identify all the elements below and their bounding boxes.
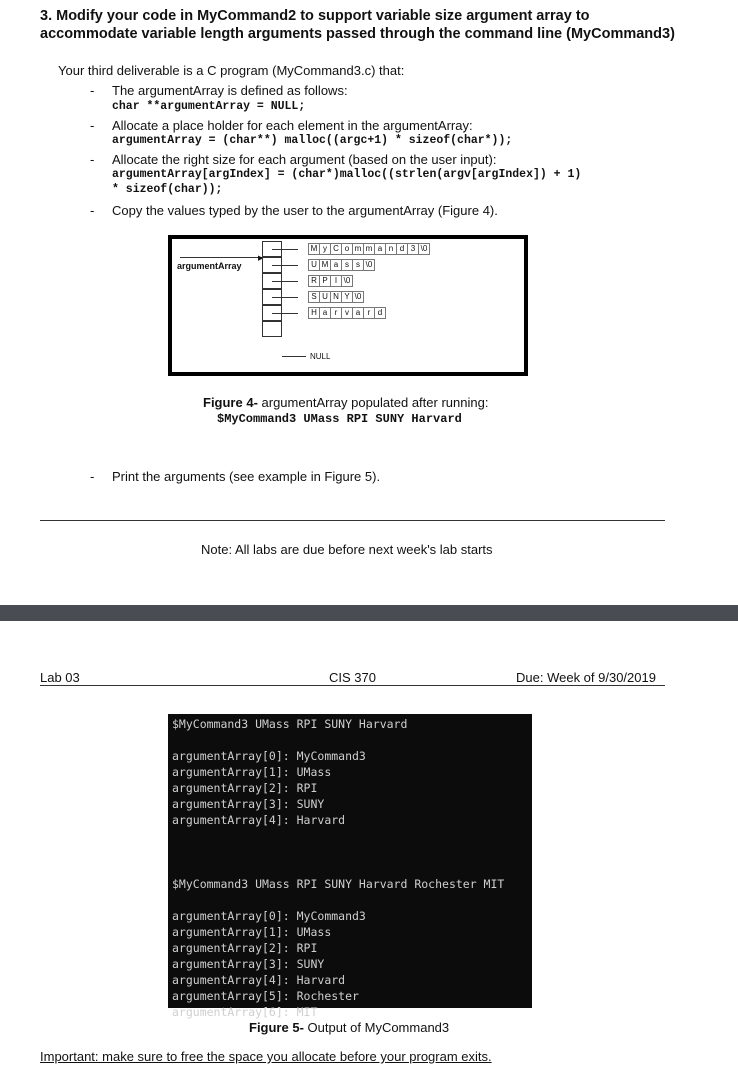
- footer-left: Lab 03: [40, 670, 80, 685]
- terminal-line: argumentArray[2]: RPI: [172, 941, 318, 955]
- footer-line: [40, 685, 665, 686]
- bullet-3-text: Allocate the right size for each argument (based on the user input):: [112, 152, 497, 167]
- terminal-line: argumentArray[6]: MIT: [172, 1005, 318, 1019]
- footer-center: CIS 370: [329, 670, 376, 685]
- bullet-dash: -: [90, 83, 95, 98]
- terminal-output: [168, 714, 532, 1019]
- terminal-block-1: [172, 716, 528, 828]
- char-cell: o: [341, 243, 353, 255]
- figure-5-text: Output of MyCommand3: [303, 1020, 450, 1035]
- terminal-line: argumentArray[1]: UMass: [172, 925, 332, 939]
- char-cell: \0: [418, 243, 430, 255]
- null-arrow: [282, 356, 306, 357]
- row-arrow: [272, 249, 298, 250]
- bullet-dash: -: [90, 152, 95, 167]
- char-cell: M: [319, 259, 331, 271]
- null-label: NULL: [310, 352, 331, 361]
- bullet-2-code: argumentArray = (char**) malloc((argc+1) * sizeof(char*));: [112, 134, 513, 147]
- terminal-line: argumentArray[4]: Harvard: [172, 813, 346, 827]
- char-cell: m: [363, 243, 375, 255]
- terminal-line: argumentArray[3]: SUNY: [172, 957, 325, 971]
- char-cell: a: [352, 307, 364, 319]
- array-arrow: [180, 257, 262, 258]
- page-break-band: [0, 605, 738, 621]
- char-cell: s: [341, 259, 353, 271]
- terminal-line: argumentArray[4]: Harvard: [172, 973, 346, 987]
- terminal-line: $MyCommand3 UMass RPI SUNY Harvard: [172, 717, 408, 731]
- char-cell: a: [319, 307, 331, 319]
- bullet-2-text: Allocate a place holder for each element in the argumentArray:: [112, 118, 473, 133]
- figure-5-caption: [249, 1020, 449, 1036]
- terminal-line: argumentArray[3]: SUNY: [172, 797, 325, 811]
- heading-line-2: accommodate variable length arguments passed through the command line (MyCommand3): [40, 26, 675, 42]
- bullet-1-text: The argumentArray is defined as follows:: [112, 83, 348, 98]
- char-cell: a: [330, 259, 342, 271]
- bullet-3-code-line-1: argumentArray[argIndex] = (char*)malloc((strlen(argv[argIndex]) + 1): [112, 168, 582, 181]
- char-cell: R: [308, 275, 320, 287]
- char-cell: Y: [341, 291, 353, 303]
- bullet-dash: -: [90, 203, 95, 218]
- pointer-cell: [262, 321, 282, 337]
- bullet-3-code-line-2: * sizeof(char));: [112, 183, 223, 196]
- char-cell: \0: [363, 259, 375, 271]
- terminal-line: argumentArray[5]: Rochester: [172, 989, 359, 1003]
- row-arrow: [272, 297, 298, 298]
- terminal-line: argumentArray[0]: MyCommand3: [172, 749, 366, 763]
- terminal-line: argumentArray[1]: UMass: [172, 765, 332, 779]
- terminal-line: argumentArray[0]: MyCommand3: [172, 909, 366, 923]
- terminal-block-2: [172, 876, 528, 1020]
- figure-4-diagram: [168, 235, 528, 376]
- bullet-1-code: char **argumentArray = NULL;: [112, 100, 306, 113]
- array-label: argumentArray: [177, 261, 242, 271]
- important-note: [40, 1049, 492, 1065]
- row-arrow: [272, 265, 298, 266]
- print-bullet: Print the arguments (see example in Figure 5).: [112, 469, 381, 484]
- figure-4-caption-text: argumentArray populated after running:: [257, 395, 489, 410]
- char-cell: \0: [341, 275, 353, 287]
- char-cell: M: [308, 243, 320, 255]
- row-arrow: [272, 313, 298, 314]
- important-text: Important: make sure to free the space you allocate before your program exits.: [40, 1049, 492, 1064]
- char-cell: C: [330, 243, 342, 255]
- char-cell: a: [374, 243, 386, 255]
- char-cell: v: [341, 307, 353, 319]
- arrowhead: ▶: [258, 255, 264, 262]
- intro-text: Your third deliverable is a C program (MyCommand3.c) that:: [58, 63, 405, 78]
- char-cell: r: [330, 307, 342, 319]
- section-heading: [40, 7, 730, 43]
- char-cell: S: [308, 291, 320, 303]
- figure-4-command: $MyCommand3 UMass RPI SUNY Harvard: [217, 412, 462, 426]
- char-cell: U: [319, 291, 331, 303]
- terminal-line: $MyCommand3 UMass RPI SUNY Harvard Rochester MIT: [172, 877, 505, 891]
- divider: [40, 520, 665, 521]
- figure-4-label: Figure 4-: [203, 395, 258, 410]
- heading-line-1: 3. Modify your code in MyCommand2 to support variable size argument array to: [40, 8, 590, 24]
- char-cell: I: [330, 275, 342, 287]
- char-cell: U: [308, 259, 320, 271]
- char-cell: d: [396, 243, 408, 255]
- bullet-dash: -: [90, 469, 95, 484]
- footer-right: Due: Week of 9/30/2019: [516, 670, 656, 685]
- char-cell: P: [319, 275, 331, 287]
- row-arrow: [272, 281, 298, 282]
- char-cell: y: [319, 243, 331, 255]
- terminal-line: [172, 732, 528, 748]
- char-cell: d: [374, 307, 386, 319]
- terminal-spacer: [172, 828, 528, 876]
- note: Note: All labs are due before next week's lab starts: [201, 542, 493, 557]
- figure-4-caption: [203, 395, 488, 411]
- char-cell: m: [352, 243, 364, 255]
- char-cell: H: [308, 307, 320, 319]
- char-cell: 3: [407, 243, 419, 255]
- figure-5-label: Figure 5-: [249, 1020, 304, 1035]
- char-cell: s: [352, 259, 364, 271]
- bullet-dash: -: [90, 118, 95, 133]
- terminal-line: [172, 892, 528, 908]
- char-cell: n: [385, 243, 397, 255]
- char-cell: \0: [352, 291, 364, 303]
- terminal-line: argumentArray[2]: RPI: [172, 781, 318, 795]
- char-cell: N: [330, 291, 342, 303]
- bullet-4-text: Copy the values typed by the user to the argumentArray (Figure 4).: [112, 203, 498, 218]
- char-cell: r: [363, 307, 375, 319]
